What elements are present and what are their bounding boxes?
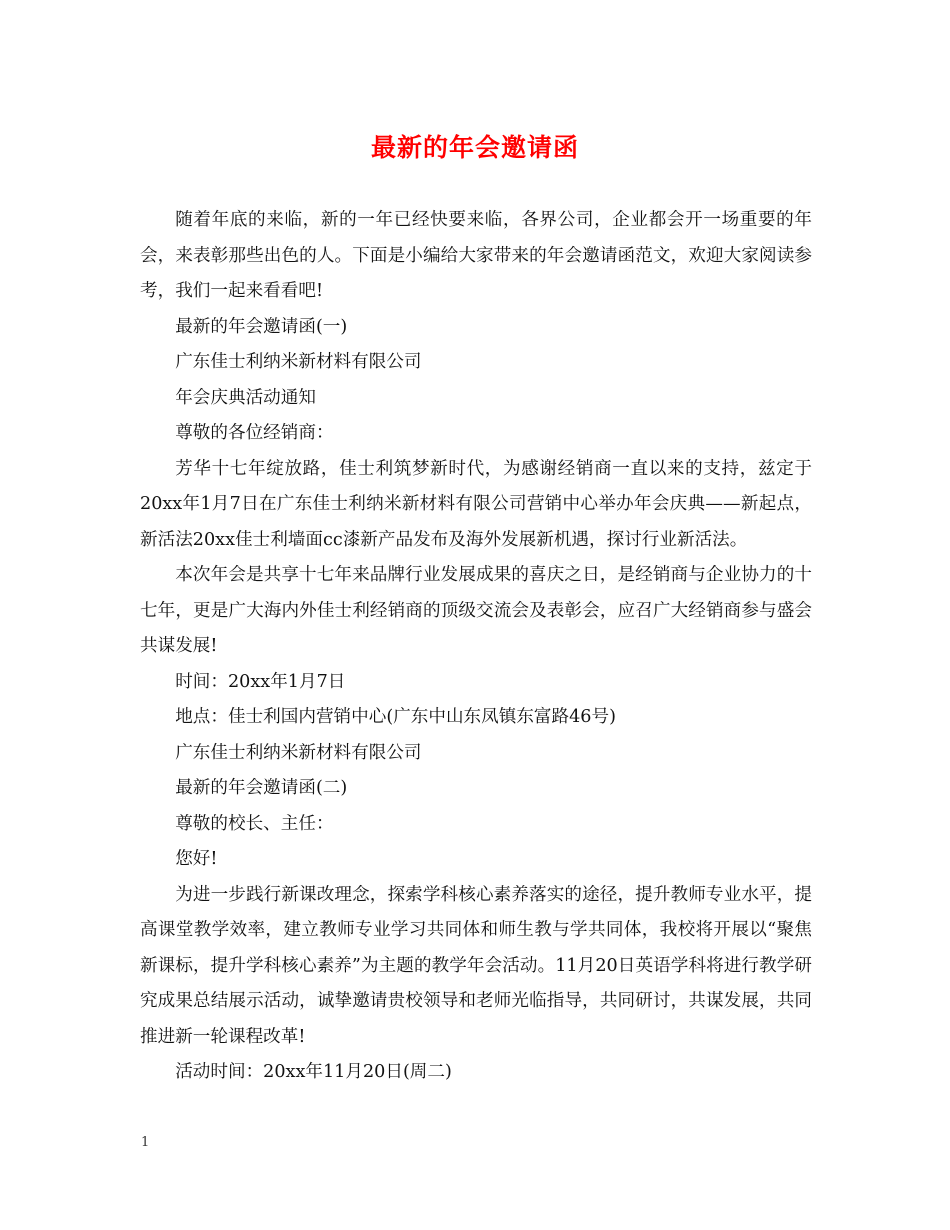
- page-number: 1: [141, 1135, 150, 1150]
- document-title: 最新的年会邀请函: [370, 133, 579, 162]
- paragraph-signature: 广东佳士利纳米新材料有限公司: [175, 742, 422, 763]
- paragraph-notice-title: 年会庆典活动通知: [175, 387, 316, 408]
- paragraph-salutation-1: 尊敬的各位经销商：: [175, 423, 334, 443]
- paragraph-heading-1: 最新的年会邀请函(一): [175, 316, 348, 337]
- paragraph-company: 广东佳士利纳米新材料有限公司: [175, 352, 422, 372]
- paragraph-invitation: 为进一步践行新课改理念，探索学科核心素养落实的途径，提升教师专业水平，提高课堂教学效率，建立教师专业学习共同体和师生教与学共同体，我校将开展以“聚焦新课标，提升学科核心素养”为主题的教学年会活动。11月20日英语学科将进行教学研究成果总结展示活动，诚挚邀请贵校领导和老师光临指导，共同研讨，共谋发展，共同推进新一轮课程改革!: [140, 884, 812, 1047]
- paragraph-greeting: 您好!: [175, 849, 218, 869]
- paragraph-salutation-2: 尊敬的校长、主任：: [175, 813, 334, 834]
- paragraph-intro: 随着年底的来临，新的一年已经快要来临，各界公司，企业都会开一场重要的年会，来表彰那些出色的人。下面是小编给大家带来的年会邀请函范文，欢迎大家阅读参考，我们一起来看看吧!: [140, 210, 812, 301]
- paragraph-location: 地点：佳士利国内营销中心(广东中山东凤镇东富路46号): [175, 707, 616, 727]
- paragraph-event-description: 芳华十七年绽放路，佳士利筑梦新时代，为感谢经销商一直以来的支持，兹定于20xx年1月7日在广东佳士利纳米新材料有限公司营销中心举办年会庆典——新起点，新活法20xx佳士利墙面cc漆新产品发布及海外发展新机遇，探讨行业新活法。: [140, 458, 812, 550]
- paragraph-heading-2: 最新的年会邀请函(二): [175, 778, 348, 798]
- paragraph-time: 时间：20xx年1月7日: [175, 671, 346, 692]
- paragraph-event-purpose: 本次年会是共享十七年来品牌行业发展成果的喜庆之日，是经销商与企业协力的十七年，更是广大海内外佳士利经销商的顶级交流会及表彰会，应召广大经销商参与盛会共谋发展!: [140, 565, 812, 656]
- document-body: [140, 203, 812, 1091]
- paragraph-activity-time: 活动时间：20xx年11月20日(周二): [175, 1062, 452, 1082]
